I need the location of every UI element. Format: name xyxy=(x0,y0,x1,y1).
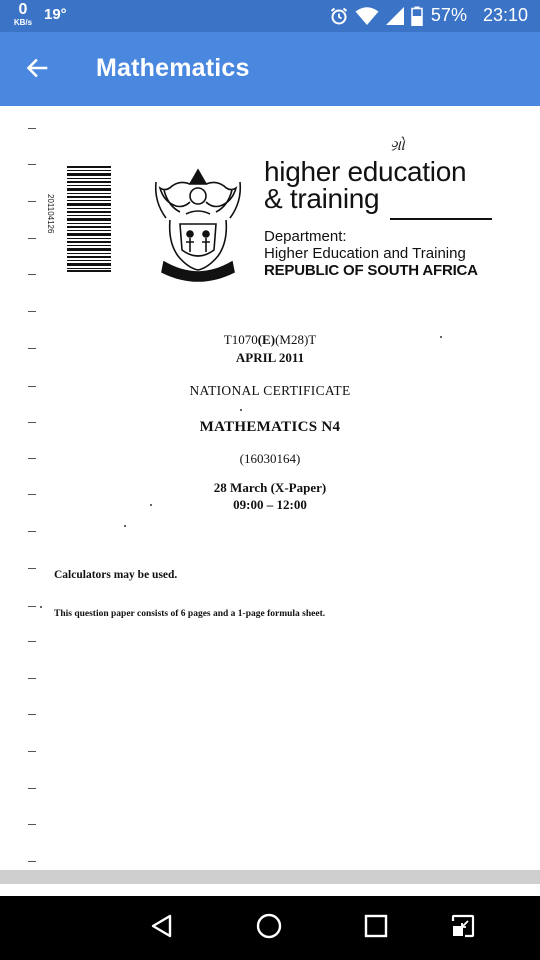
paper-code-language: (E) xyxy=(257,332,276,347)
exam-time: 09:00 – 12:00 xyxy=(233,497,307,512)
logo-rule xyxy=(390,218,492,220)
exam-date: 28 March (X-Paper) xyxy=(213,480,327,495)
nav-back-button[interactable] xyxy=(144,910,180,946)
page-title: Mathematics xyxy=(96,54,250,82)
status-right xyxy=(329,5,528,26)
nav-pip-button[interactable] xyxy=(445,910,481,946)
network-speed-value: 0 xyxy=(18,1,28,18)
paper-code-prefix: T1070 xyxy=(223,332,258,347)
arrow-back-icon xyxy=(25,56,49,85)
logo-line-2: & training xyxy=(264,183,380,214)
clock: 23:10 xyxy=(482,5,528,25)
recents-square-icon xyxy=(364,914,388,943)
subject-title: MATHEMATICS N4 xyxy=(199,419,341,435)
barcode xyxy=(67,166,111,272)
coat-of-arms-emblem xyxy=(150,162,246,288)
subject-code: (16030164) xyxy=(239,451,301,466)
note-calculators: Calculators may be used. xyxy=(54,569,178,581)
battery-percent: 57% xyxy=(430,5,467,25)
nav-recents-button[interactable] xyxy=(358,910,394,946)
scan-speck xyxy=(40,606,42,608)
paper-code-suffix: (M28)T xyxy=(275,332,317,347)
document-page xyxy=(0,106,540,870)
department-country: REPUBLIC OF SOUTH AFRICA xyxy=(264,262,478,279)
back-button[interactable] xyxy=(20,53,54,87)
next-page-edge xyxy=(0,884,540,896)
scan-speck xyxy=(240,409,242,411)
certificate-title: NATIONAL CERTIFICATE xyxy=(189,383,351,398)
handwritten-mark: ગ્રો xyxy=(390,136,405,154)
department-name: Higher Education and Training xyxy=(264,245,466,262)
wifi-icon xyxy=(355,6,379,26)
status-left xyxy=(12,2,67,27)
network-speed xyxy=(12,2,34,27)
navigation-bar xyxy=(0,896,540,960)
alarm-icon xyxy=(329,6,349,26)
document-viewer[interactable] xyxy=(0,106,540,870)
temperature: 19° xyxy=(44,6,67,23)
exam-session: APRIL 2011 xyxy=(235,350,305,365)
nav-home-button[interactable] xyxy=(251,910,287,946)
home-circle-icon xyxy=(255,912,283,945)
back-triangle-icon xyxy=(149,913,175,944)
picture-in-picture-icon xyxy=(450,913,476,944)
barcode-number: 201104126 xyxy=(46,194,55,234)
status-bar xyxy=(0,0,540,32)
logo-line-1: higher education xyxy=(264,156,467,187)
network-speed-unit: KB/s xyxy=(13,18,33,27)
battery-icon xyxy=(411,6,423,26)
department-label: Department: xyxy=(264,228,347,245)
scan-speck xyxy=(150,504,152,506)
scan-speck xyxy=(440,336,442,338)
note-pages: This question paper consists of 6 pages and a 1-page formula sheet. xyxy=(54,609,326,619)
signal-icon xyxy=(385,6,405,26)
paper-code xyxy=(0,332,540,348)
scan-speck xyxy=(124,525,126,527)
page-divider xyxy=(0,870,540,884)
app-bar xyxy=(0,32,540,106)
department-logo xyxy=(264,158,504,279)
